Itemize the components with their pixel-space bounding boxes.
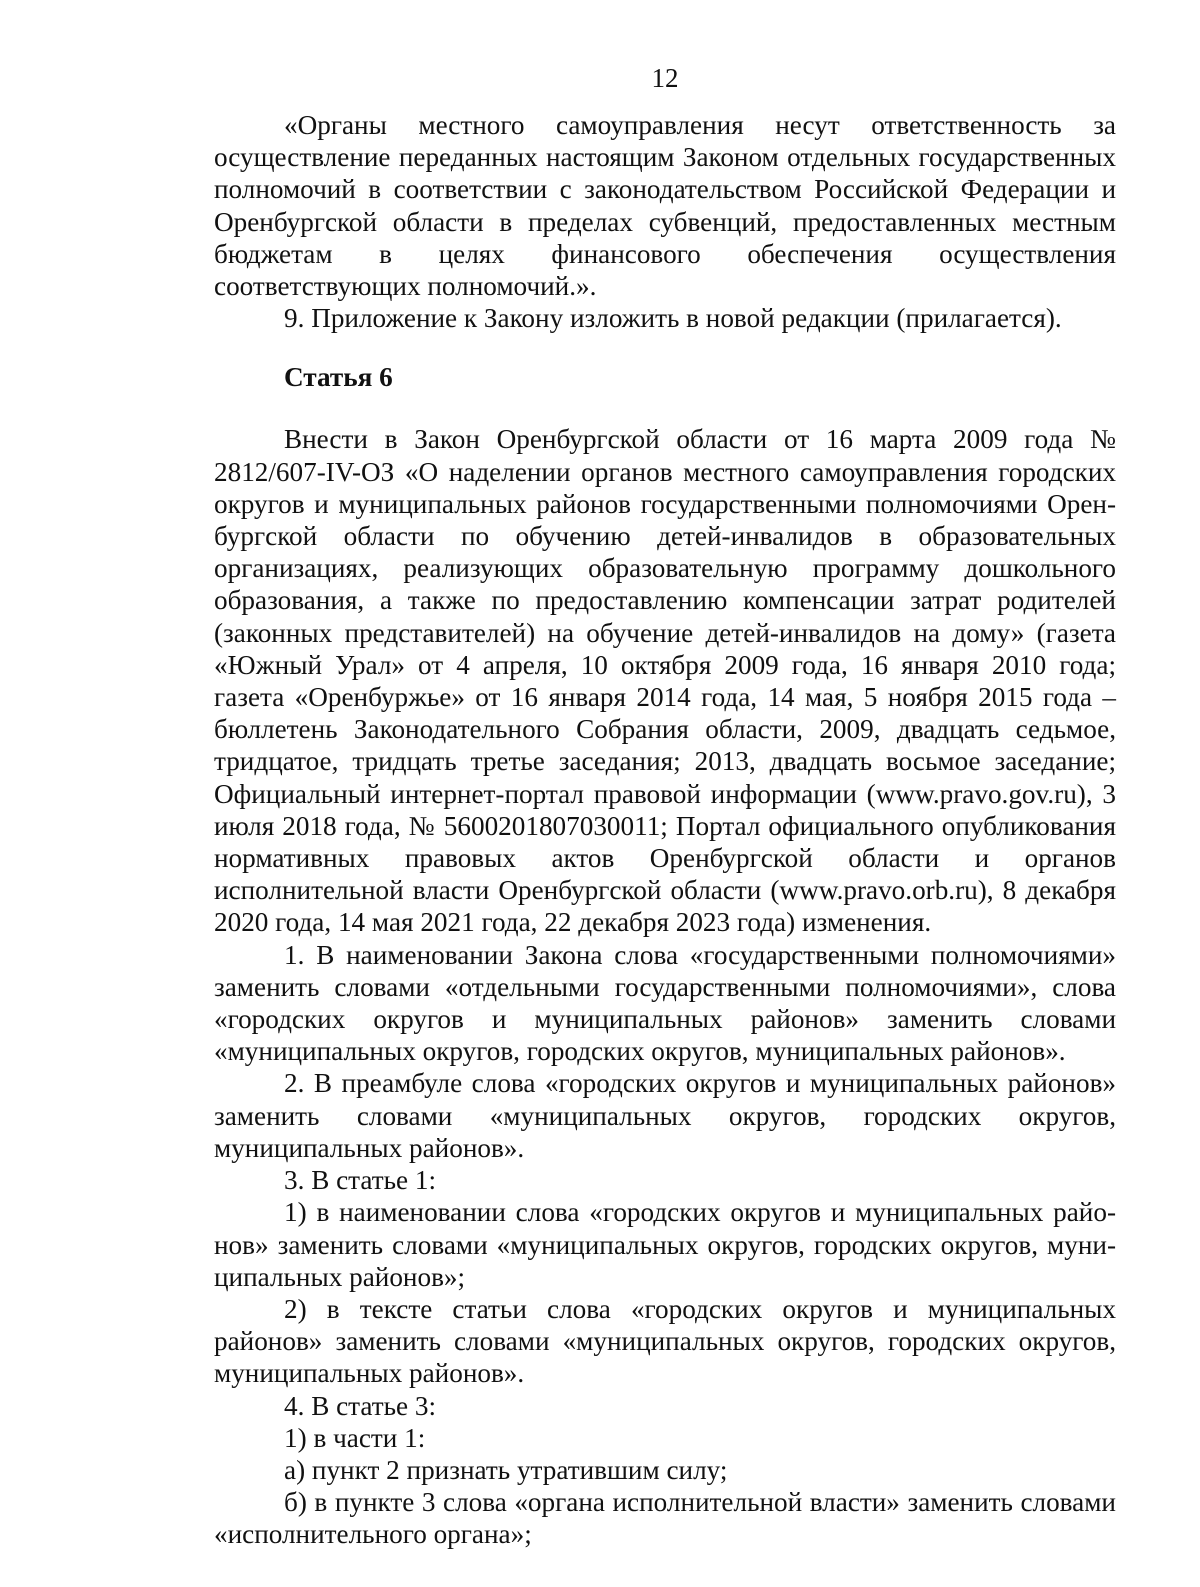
spacer <box>214 393 1116 423</box>
paragraph-item-4: 4. В статье 3: <box>284 1390 437 1421</box>
paragraph-item-2: 2. В преамбуле слова «городских округов и муниципальных районов» заменить словами «муниципальных округов, городских округов, муниципальных районов». <box>214 1068 1116 1163</box>
document-body <box>214 109 1116 1551</box>
paragraph-article-intro: Внести в Закон Оренбургской области от 16 марта 2009 года № 2812/607-IV-ОЗ «О наделении органов местного самоуправления городских округов и муниципальных районов государственными полномочиями Оренбургской области по обучению детей-инвалидов в образовательных организациях, реализующих образовательную программу дошкольного образования, а также по предоставлению компенсации затрат родителей (законных представителей) на обучение детей-инвалидов на дому» (газета «Южный Урал» от 4 апреля, 10 октября 2009 года, 16 января 2010 года; газета «Оренбуржье» от 16 января 2014 года, 14 мая, 5 ноября 2015 года – бюллетень Законодательного Собрания области, 2009, двадцать седьмое, тридцатое, тридцать третье заседания; 2013, двадцать восьмое заседание; Официальный интернет-портал правовой информации (www.pravo.gov.ru), 3 июля 2018 года, № 5600201807030011; Портал официального опубликования нормативных правовых актов Оренбургской области и органов исполнительной власти Оренбургской области (www.pravo.orb.ru), 8 декабря 2020 года, 14 мая 2021 года, 22 декабря 2023 года) изменения. <box>214 424 1116 938</box>
paragraph-item-3-2: 2) в тексте статьи слова «городских округов и муниципальных районов» заменить словами «муниципальных округов, городских округов, муниципальных районов». <box>214 1293 1116 1389</box>
paragraph-item-4-1: 1) в части 1: <box>284 1422 426 1453</box>
paragraph-item-1: 1. В наименовании Закона слова «государственными полномочиями» заменить словами «отдельными государственными полномочиями», слова «городских округов и муниципальных районов» заменить словами «муниципальных округов, городских округов, муниципальных районов». <box>214 939 1116 1067</box>
paragraph-item-9: 9. Приложение к Закону изложить в новой редакции (прилагается). <box>284 303 1062 334</box>
paragraph-item-4-1-b: б) в пункте 3 слова «органа исполнительной власти» заменить словами «исполнительного органа»; <box>214 1487 1116 1550</box>
paragraph-item-3: 3. В статье 1: <box>284 1165 437 1196</box>
paragraph-item-3-1: 1) в наименовании слова «городских округов и муниципальных районов» заменить словами «муниципальных округов, городских округов, муниципальных районов»; <box>214 1197 1116 1292</box>
article-heading: Статья 6 <box>284 362 393 393</box>
spacer <box>214 334 1116 361</box>
paragraph-item-4-1-a: а) пункт 2 признать утратившим силу; <box>284 1454 728 1485</box>
page-number: 12 <box>651 63 679 93</box>
paragraph-closing-quote: «Органы местного самоуправления несут ответственность за осуществление переданных настоящим Законом отдельных государственных полномочий в соответствии с законодательством Российской Федерации и Оренбургской области в пределах субвенций, предоставленных местным бюджетам в целях финансового обеспечения осуществления соответствующих полномочий.». <box>214 110 1116 302</box>
